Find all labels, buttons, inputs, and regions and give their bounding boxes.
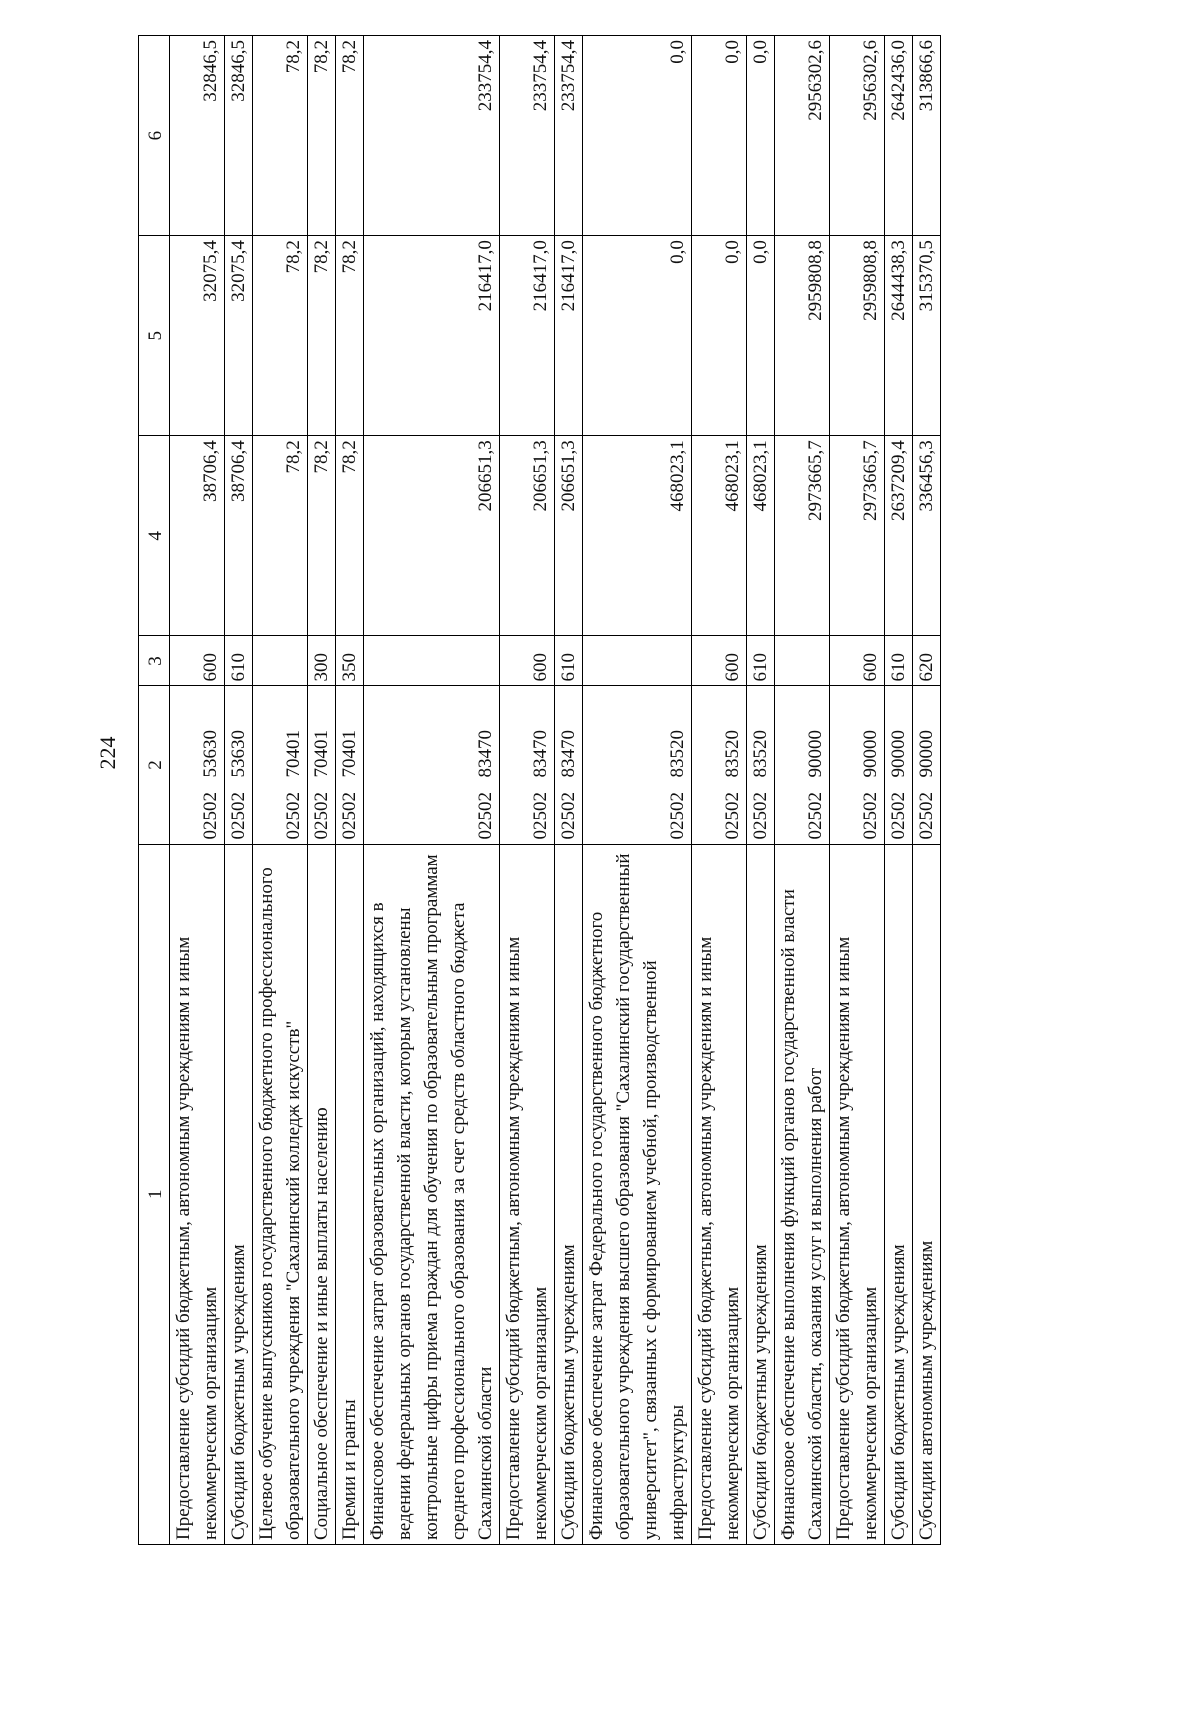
row-expense-type: 610 bbox=[555, 636, 583, 686]
rotated-table-wrapper bbox=[138, 35, 941, 1545]
code-part-a: 02502 bbox=[339, 792, 360, 840]
code-part-a: 02502 bbox=[558, 792, 579, 840]
code-part-b: 90000 bbox=[916, 730, 937, 778]
table-row bbox=[253, 36, 308, 1545]
row-value-col-6: 2642436,0 bbox=[885, 36, 913, 236]
row-description: Премии и гранты bbox=[336, 844, 364, 1544]
row-value-col-5: 32075,4 bbox=[170, 236, 225, 436]
row-description: Предоставление субсидий бюджетным, автономным учреждениям и иным некоммерческим организациям bbox=[500, 844, 555, 1544]
row-target-code bbox=[253, 686, 308, 844]
row-value-col-5: 2959808,8 bbox=[830, 236, 885, 436]
row-value-col-4: 2973665,7 bbox=[775, 436, 830, 636]
row-description: Субсидии бюджетным учреждениям bbox=[555, 844, 583, 1544]
row-value-col-6: 78,2 bbox=[253, 36, 308, 236]
code-part-a: 02502 bbox=[722, 792, 743, 840]
code-part-a: 02502 bbox=[200, 792, 221, 840]
row-expense-type: 600 bbox=[500, 636, 555, 686]
code-part-b: 83520 bbox=[722, 730, 743, 778]
row-target-code bbox=[170, 686, 225, 844]
table-row bbox=[336, 36, 364, 1545]
header-col-5: 5 bbox=[139, 236, 170, 436]
code-part-b: 83470 bbox=[558, 730, 579, 778]
row-value-col-5: 0,0 bbox=[692, 236, 747, 436]
row-value-col-4: 2973665,7 bbox=[830, 436, 885, 636]
code-part-b: 70401 bbox=[311, 730, 332, 778]
row-value-col-5: 0,0 bbox=[583, 236, 692, 436]
row-value-col-6: 0,0 bbox=[747, 36, 775, 236]
row-value-col-4: 468023,1 bbox=[583, 436, 692, 636]
header-col-3: 3 bbox=[139, 636, 170, 686]
code-part-a: 02502 bbox=[805, 792, 826, 840]
row-value-col-5: 0,0 bbox=[747, 236, 775, 436]
code-part-b: 90000 bbox=[860, 730, 881, 778]
row-value-col-6: 2956302,6 bbox=[830, 36, 885, 236]
row-description: Финансовое обеспечение затрат Федерального государственного бюджетного образовательного учреждения высшего образования "Сахалинский государственный университет", связанных с формированием учебной, производственной инфраструктуры bbox=[583, 844, 692, 1544]
code-part-b: 83520 bbox=[750, 730, 771, 778]
row-value-col-4: 38706,4 bbox=[225, 436, 253, 636]
row-value-col-6: 313866,6 bbox=[913, 36, 941, 236]
row-description: Финансовое обеспечение затрат образовательных организаций, находящихся в ведении федеральных органов государственной власти, которым установлены контрольные цифры приема граждан для обучения по образовательным программам среднего профессионального образования за счет средств областного бюджета Сахалинской области bbox=[364, 844, 500, 1544]
header-col-4: 4 bbox=[139, 436, 170, 636]
table-row bbox=[225, 36, 253, 1545]
row-expense-type: 600 bbox=[692, 636, 747, 686]
row-expense-type bbox=[775, 636, 830, 686]
row-target-code bbox=[336, 686, 364, 844]
row-target-code bbox=[364, 686, 500, 844]
row-expense-type: 610 bbox=[747, 636, 775, 686]
row-expense-type: 300 bbox=[308, 636, 336, 686]
row-expense-type: 610 bbox=[225, 636, 253, 686]
header-col-2: 2 bbox=[139, 686, 170, 844]
table-row bbox=[555, 36, 583, 1545]
header-row bbox=[139, 36, 170, 1545]
row-target-code bbox=[500, 686, 555, 844]
table-row bbox=[775, 36, 830, 1545]
row-value-col-6: 233754,4 bbox=[364, 36, 500, 236]
row-value-col-4: 206651,3 bbox=[555, 436, 583, 636]
code-part-a: 02502 bbox=[475, 792, 496, 840]
row-description: Предоставление субсидий бюджетным, автономным учреждениям и иным некоммерческим организациям bbox=[170, 844, 225, 1544]
code-part-a: 02502 bbox=[860, 792, 881, 840]
row-description: Целевое обучение выпускников государственного бюджетного профессионального образовательного учреждения "Сахалинский колледж искусств" bbox=[253, 844, 308, 1544]
row-value-col-4: 468023,1 bbox=[692, 436, 747, 636]
code-part-a: 02502 bbox=[228, 792, 249, 840]
code-part-a: 02502 bbox=[916, 792, 937, 840]
row-value-col-4: 38706,4 bbox=[170, 436, 225, 636]
row-value-col-6: 78,2 bbox=[308, 36, 336, 236]
table-row bbox=[885, 36, 913, 1545]
table-body bbox=[170, 36, 941, 1545]
code-part-b: 70401 bbox=[283, 730, 304, 778]
code-part-b: 70401 bbox=[339, 730, 360, 778]
row-target-code bbox=[885, 686, 913, 844]
table-row bbox=[913, 36, 941, 1545]
row-value-col-4: 78,2 bbox=[336, 436, 364, 636]
row-target-code bbox=[913, 686, 941, 844]
row-value-col-4: 78,2 bbox=[253, 436, 308, 636]
table-row bbox=[170, 36, 225, 1545]
code-part-a: 02502 bbox=[888, 792, 909, 840]
table-row bbox=[692, 36, 747, 1545]
row-value-col-6: 32846,5 bbox=[170, 36, 225, 236]
row-value-col-4: 2637209,4 bbox=[885, 436, 913, 636]
row-description: Субсидии бюджетным учреждениям bbox=[885, 844, 913, 1544]
code-part-a: 02502 bbox=[530, 792, 551, 840]
table-row bbox=[747, 36, 775, 1545]
row-value-col-5: 216417,0 bbox=[364, 236, 500, 436]
budget-table bbox=[138, 35, 941, 1545]
table-row bbox=[308, 36, 336, 1545]
row-expense-type bbox=[583, 636, 692, 686]
code-part-b: 83520 bbox=[667, 730, 688, 778]
row-description: Предоставление субсидий бюджетным, автономным учреждениям и иным некоммерческим организациям bbox=[830, 844, 885, 1544]
table-row bbox=[364, 36, 500, 1545]
row-value-col-4: 206651,3 bbox=[500, 436, 555, 636]
row-value-col-4: 78,2 bbox=[308, 436, 336, 636]
row-description: Субсидии автономным учреждениям bbox=[913, 844, 941, 1544]
code-part-a: 02502 bbox=[750, 792, 771, 840]
row-value-col-5: 216417,0 bbox=[555, 236, 583, 436]
row-value-col-5: 32075,4 bbox=[225, 236, 253, 436]
row-value-col-4: 206651,3 bbox=[364, 436, 500, 636]
header-col-6: 6 bbox=[139, 36, 170, 236]
code-part-b: 90000 bbox=[805, 730, 826, 778]
row-expense-type: 610 bbox=[885, 636, 913, 686]
code-part-b: 90000 bbox=[888, 730, 909, 778]
row-value-col-5: 315370,5 bbox=[913, 236, 941, 436]
row-value-col-6: 0,0 bbox=[692, 36, 747, 236]
code-part-a: 02502 bbox=[283, 792, 304, 840]
row-value-col-6: 233754,4 bbox=[555, 36, 583, 236]
row-value-col-4: 468023,1 bbox=[747, 436, 775, 636]
table-row bbox=[830, 36, 885, 1545]
row-expense-type bbox=[253, 636, 308, 686]
table-row bbox=[583, 36, 692, 1545]
header-col-1: 1 bbox=[139, 844, 170, 1544]
row-target-code bbox=[775, 686, 830, 844]
row-description: Субсидии бюджетным учреждениям bbox=[225, 844, 253, 1544]
row-target-code bbox=[747, 686, 775, 844]
code-part-a: 02502 bbox=[667, 792, 688, 840]
row-value-col-5: 2959808,8 bbox=[775, 236, 830, 436]
row-value-col-6: 2956302,6 bbox=[775, 36, 830, 236]
row-expense-type: 600 bbox=[170, 636, 225, 686]
row-target-code bbox=[692, 686, 747, 844]
row-value-col-5: 78,2 bbox=[308, 236, 336, 436]
row-value-col-6: 32846,5 bbox=[225, 36, 253, 236]
row-value-col-5: 2644438,3 bbox=[885, 236, 913, 436]
row-description: Предоставление субсидий бюджетным, автономным учреждениям и иным некоммерческим организациям bbox=[692, 844, 747, 1544]
row-expense-type: 600 bbox=[830, 636, 885, 686]
row-description: Финансовое обеспечение выполнения функций органов государственной власти Сахалинской области, оказания услуг и выполнения работ bbox=[775, 844, 830, 1544]
row-value-col-6: 0,0 bbox=[583, 36, 692, 236]
code-part-b: 53630 bbox=[200, 730, 221, 778]
code-part-b: 83470 bbox=[475, 730, 496, 778]
code-part-b: 53630 bbox=[228, 730, 249, 778]
row-target-code bbox=[555, 686, 583, 844]
code-part-b: 83470 bbox=[530, 730, 551, 778]
row-value-col-6: 78,2 bbox=[336, 36, 364, 236]
code-part-a: 02502 bbox=[311, 792, 332, 840]
row-value-col-5: 78,2 bbox=[336, 236, 364, 436]
row-expense-type: 620 bbox=[913, 636, 941, 686]
row-target-code bbox=[583, 686, 692, 844]
row-description: Субсидии бюджетным учреждениям bbox=[747, 844, 775, 1544]
row-expense-type: 350 bbox=[336, 636, 364, 686]
row-description: Социальное обеспечение и иные выплаты населению bbox=[308, 844, 336, 1544]
row-value-col-4: 336456,3 bbox=[913, 436, 941, 636]
row-expense-type bbox=[364, 636, 500, 686]
row-value-col-5: 78,2 bbox=[253, 236, 308, 436]
page-number: 224 bbox=[95, 736, 120, 770]
row-target-code bbox=[308, 686, 336, 844]
row-target-code bbox=[225, 686, 253, 844]
row-value-col-6: 233754,4 bbox=[500, 36, 555, 236]
row-value-col-5: 216417,0 bbox=[500, 236, 555, 436]
table-row bbox=[500, 36, 555, 1545]
row-target-code bbox=[830, 686, 885, 844]
